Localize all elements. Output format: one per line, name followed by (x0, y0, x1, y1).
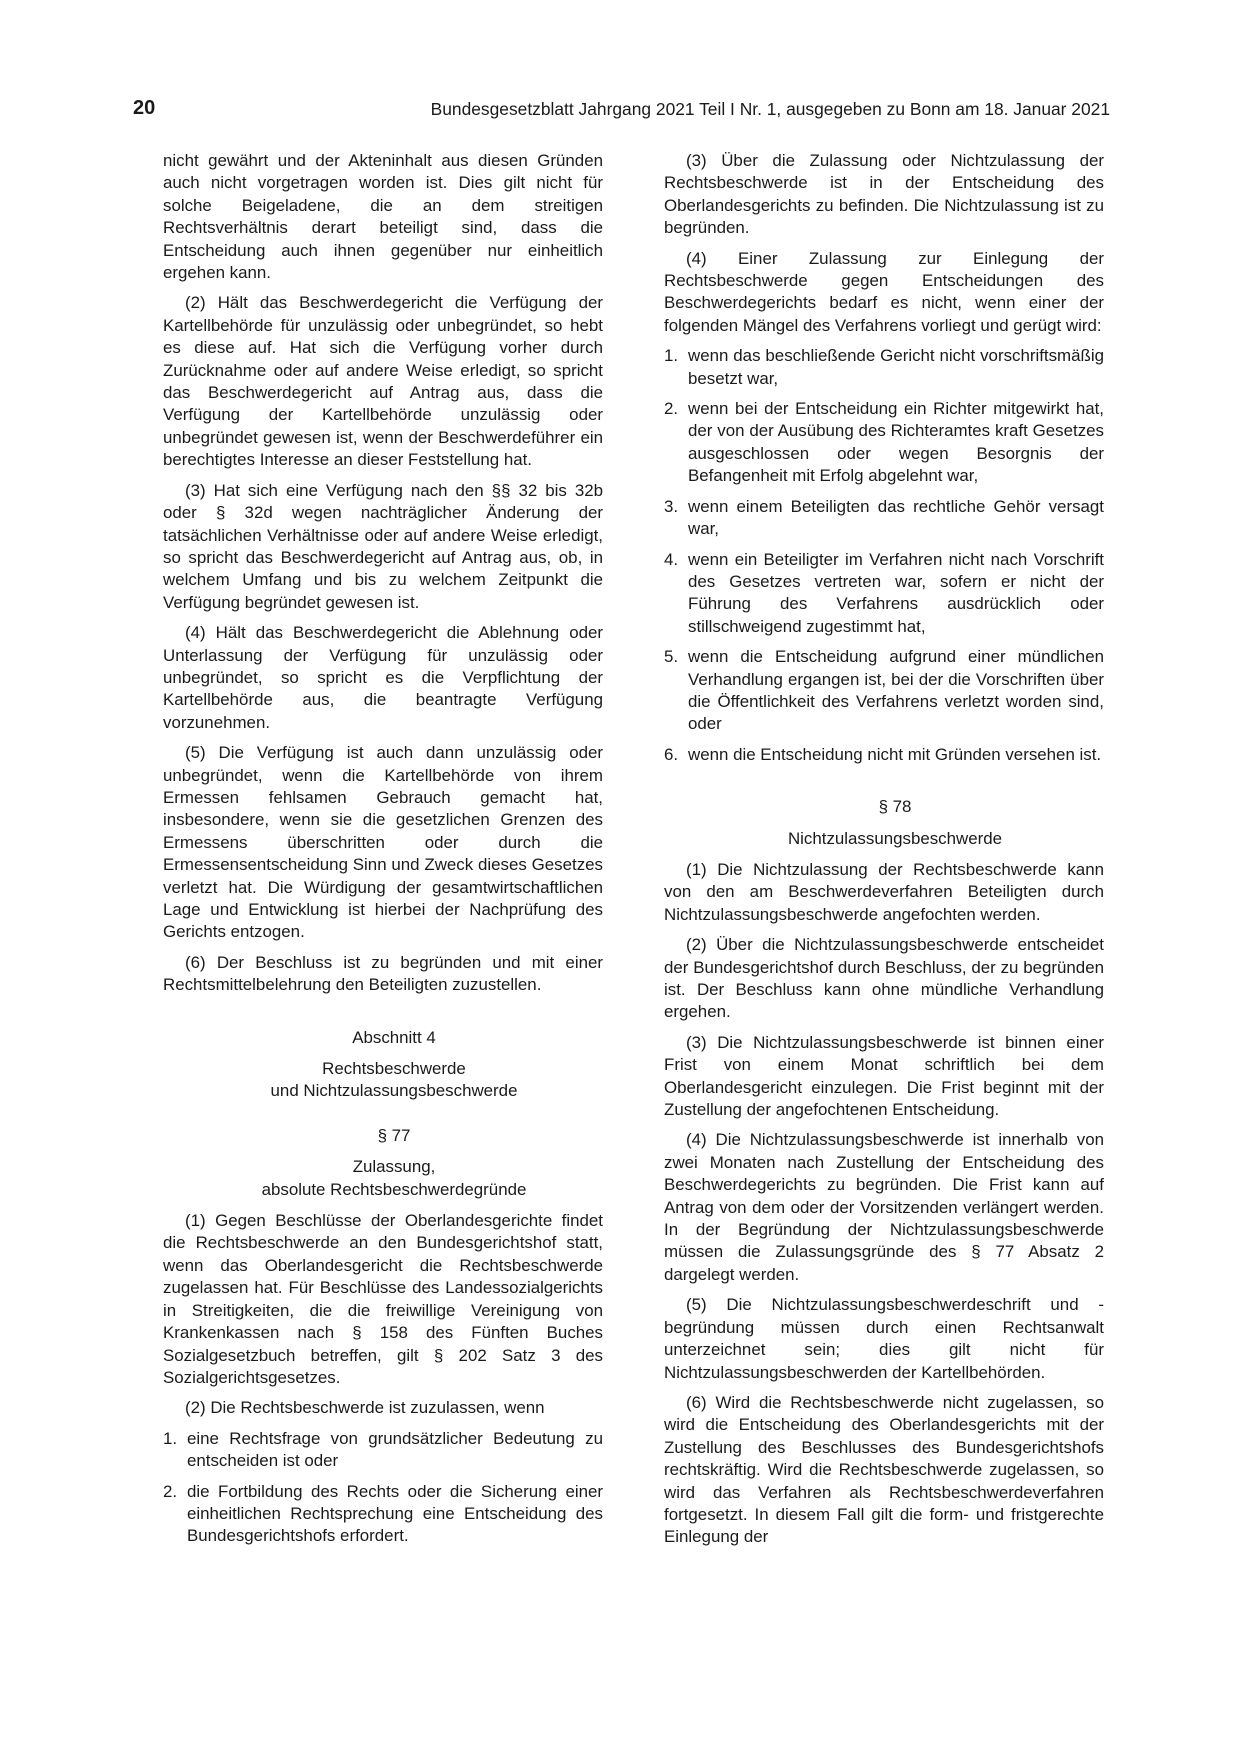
list-number: 2. (664, 399, 679, 419)
sec77-title-line-2: absolute Rechtsbeschwerdegründe (261, 1179, 527, 1199)
list-item (163, 1428, 603, 1473)
running-title: Bundesgesetzblatt Jahrgang 2021 Teil I Nr. 1, ausgegeben zu Bonn am 18. Januar 2021 (430, 99, 1110, 119)
section-title-line-1: Rechtsbeschwerde (322, 1059, 466, 1079)
list-item (664, 646, 1104, 736)
section-title-line-2: und Nichtzulassungsbeschwerde (270, 1081, 518, 1101)
paragraph-3: (3) Hat sich eine Verfügung nach den §§ 32 bis 32b oder § 32d wegen nachträglicher Änderung der tatsächlichen Verhältnisse oder auf andere Weise erledigt, so spricht das Beschwerdegericht auf Antrag aus, ob, in welchem Umfang und bis zu welchem Zeitpunkt die Verfügung begründet gewesen ist. (163, 480, 603, 612)
numbered-list (664, 345, 1104, 766)
list-text: die Fortbildung des Rechts oder die Sicherung einer einheitlichen Rechtsprechung eine Entscheidung des Bundesgerichtshofs erfordert. (187, 1481, 603, 1546)
list-number: 3. (664, 496, 679, 516)
paragraph-sign-78: § 78 (878, 797, 912, 817)
sec77-paragraph-2: (2) Die Rechtsbeschwerde ist zuzulassen, wenn (185, 1398, 545, 1418)
list-item (163, 1481, 603, 1548)
sec78-paragraph-1: (1) Die Nichtzulassung der Rechtsbeschwerde kann von den am Beschwerdeverfahren Beteiligten durch Nichtzulassungsbeschwerde angefochten werden. (664, 859, 1104, 924)
right-column (664, 150, 1104, 1557)
paragraph-5: (5) Die Verfügung ist auch dann unzulässig oder unbegründet, wenn die Kartellbehörde von ihrem Ermessen fehlsamen Gebrauch gemacht hat, insbesondere, wenn sie die gesetzlichen Grenzen des Ermessens überschritten oder durch die Ermessensentscheidung Sinn und Zweck dieses Gesetzes verletzt hat. Die Würdigung der gesamtwirtschaftlichen Lage und Entwicklung ist hierbei der Nachprüfung des Gerichts entzogen. (163, 743, 603, 942)
list-number: 1. (163, 1428, 178, 1448)
paragraph-6: (6) Der Beschluss ist zu begründen und mit einer Rechtsmittelbelehrung den Beteiligten zuzustellen. (163, 952, 603, 995)
list-text: wenn einem Beteiligten das rechtliche Gehör versagt war, (688, 496, 1104, 539)
list-number: 4. (664, 549, 679, 569)
sec78-paragraph-4: (4) Die Nichtzulassungsbeschwerde ist innerhalb von zwei Monaten nach Zustellung der Entscheidung des Beschwerdegerichts zu begründen. Die Frist kann auf Antrag von dem oder der Vorsitzenden verlängert werden. In der Begründung der Nichtzulassungsbeschwerde müssen die Zulassungsgründe des § 77 Absatz 2 dargelegt werden. (664, 1130, 1104, 1284)
list-text: wenn die Entscheidung nicht mit Gründen versehen ist. (688, 744, 1102, 764)
list-text: wenn bei der Entscheidung ein Richter mitgewirkt hat, der von der Ausübung des Richteramtes kraft Gesetzes ausgeschlossen oder wegen Besorgnis der Befangenheit mit Erfolg abgelehnt war, (688, 399, 1104, 486)
paragraph-4: (4) Hält das Beschwerdegericht die Ablehnung oder Unterlassung der Verfügung für unzulässig oder unbegründet, so spricht es die Verpflichtung der Kartellbehörde aus, die beantragte Verfügung vorzunehmen. (163, 623, 603, 732)
paragraph-2: (2) Hält das Beschwerdegericht die Verfügung der Kartellbehörde für unzulässig oder unbegründet, so hebt es diese auf. Hat sich die Verfügung vorher durch Zurücknahme oder auf andere Weise erledigt, so spricht das Beschwerdegericht auf Antrag aus, dass die Verfügung der Kartellbehörde unzulässig oder unbegründet gewesen ist, wenn der Beschwerdeführer ein berechtigtes Interesse an dieser Feststellung hat. (163, 293, 603, 470)
page-number: 20 (133, 97, 156, 119)
paragraph-continued: nicht gewährt und der Akteninhalt aus diesen Gründen auch nicht vorgetragen worden ist. Dies gilt nicht für solche Beigeladene, die an dem streitigen Rechtsverhältnis derart beteiligt sind, dass die Entscheidung auch ihnen gegenüber nur einheitlich ergehen kann. (163, 151, 603, 283)
list-number: 5. (664, 647, 679, 667)
section-heading: Abschnitt 4 (352, 1027, 436, 1047)
list-text: wenn das beschließende Gericht nicht vorschriftsmäßig besetzt war, (688, 346, 1104, 388)
sec77-paragraph-3: (3) Über die Zulassung oder Nichtzulassung der Rechtsbeschwerde ist in der Entscheidung des Oberlandesgerichts zu befinden. Die Nichtzulassung ist zu begründen. (664, 151, 1104, 238)
list-item (664, 398, 1104, 488)
list-item (664, 744, 1104, 766)
list-number: 6. (664, 744, 679, 764)
list-number: 2. (163, 1481, 178, 1501)
numbered-list (163, 1428, 603, 1548)
list-item (664, 345, 1104, 390)
page-header (133, 97, 1110, 125)
list-text: eine Rechtsfrage von grundsätzlicher Bedeutung zu entscheiden ist oder (187, 1428, 603, 1471)
sec78-paragraph-2: (2) Über die Nichtzulassungsbeschwerde entscheidet der Bundesgerichtshof durch Beschluss, der zu begründen ist. Der Beschluss kann ohne mündliche Verhandlung ergehen. (664, 935, 1104, 1022)
sec78-title: Nichtzulassungsbeschwerde (787, 828, 1003, 848)
sec78-paragraph-5: (5) Die Nichtzulassungsbeschwerdeschrift und -begründung müssen durch einen Rechtsanwalt unterzeichnet sein; dies gilt nicht für Nichtzulassungsbeschwerden der Kartellbehörden. (664, 1295, 1104, 1382)
paragraph-sign-77: § 77 (377, 1125, 411, 1145)
left-column (163, 150, 603, 1556)
sec77-paragraph-1: (1) Gegen Beschlüsse der Oberlandesgerichte findet die Rechtsbeschwerde an den Bundesgerichtshof statt, wenn das Oberlandesgericht die Rechtsbeschwerde zugelassen hat. Für Beschlüsse des Landessozialgerichts in Streitigkeiten, die die freiwillige Vereinigung von Krankenkassen nach § 158 des Fünften Buches Sozialgesetzbuch betreffen, gilt § 202 Satz 3 des Sozialgerichtsgesetzes. (163, 1211, 603, 1387)
sec78-paragraph-3: (3) Die Nichtzulassungsbeschwerde ist binnen einer Frist von einem Monat schriftlich bei dem Oberlandesgericht einzulegen. Die Frist beginnt mit der Zustellung der angefochtenen Entscheidung. (664, 1032, 1104, 1120)
sec77-title-line-1: Zulassung, (352, 1157, 436, 1177)
sec77-paragraph-4: (4) Einer Zulassung zur Einlegung der Rechtsbeschwerde gegen Entscheidungen des Beschwerdegerichts bedarf es nicht, wenn einer der folgenden Mängel des Verfahrens vorliegt und gerügt wird: (664, 248, 1104, 335)
list-item (664, 496, 1104, 541)
list-number: 1. (664, 346, 679, 366)
list-item (664, 549, 1104, 639)
list-text: wenn ein Beteiligter im Verfahren nicht nach Vorschrift des Gesetzes vertreten war, sofern er nicht der Führung des Verfahrens ausdrücklich oder stillschweigend zugestimmt hat, (688, 549, 1104, 636)
list-text: wenn die Entscheidung aufgrund einer mündlichen Verhandlung ergangen ist, bei der die Vorschriften über die Öffentlichkeit des Verfahrens verletzt worden sind, oder (688, 647, 1104, 734)
sec78-paragraph-6: (6) Wird die Rechtsbeschwerde nicht zugelassen, so wird die Entscheidung des Oberlandesgerichts mit der Zustellung des Beschlusses des Bundesgerichtshofs rechtskräftig. Wird die Rechtsbeschwerde zugelassen, so wird das Verfahren als Rechtsbeschwerdeverfahren fortgesetzt. In diesem Fall gilt die form- und fristgerechte Einlegung der (664, 1392, 1104, 1547)
